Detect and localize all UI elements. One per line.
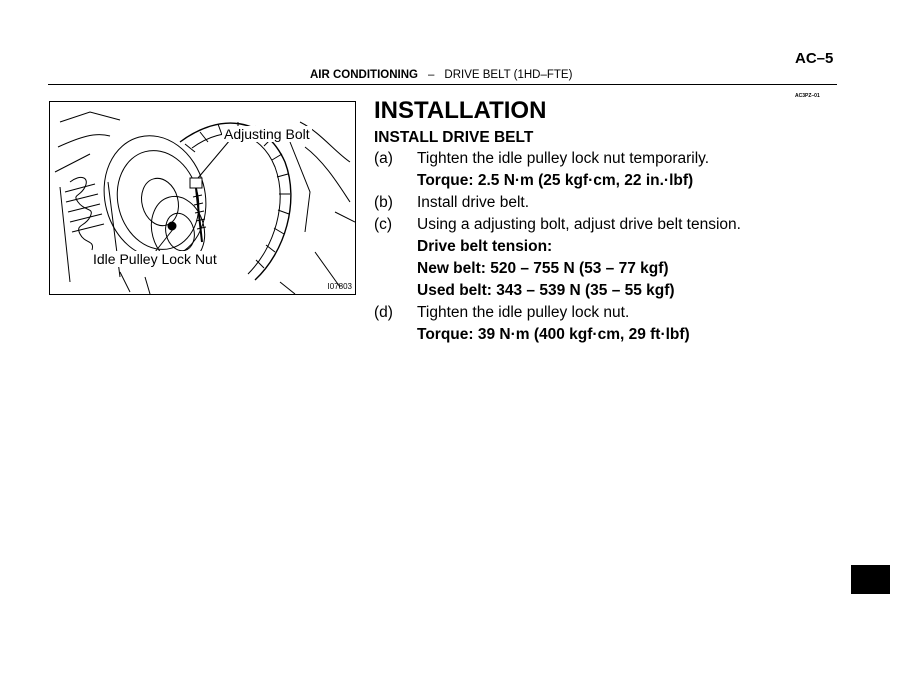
document-code: AC3PZ–01 [795,93,820,99]
header-separator: – [427,69,435,81]
procedure-content [374,97,844,346]
step-text: Using a adjusting bolt, adjust drive belt tension. [417,216,741,233]
step-label: (b) [374,194,393,211]
step-d [374,302,844,324]
adjusting-bolt-leader [198,140,230,178]
step-text: Tighten the idle pulley lock nut temporarily. [417,150,710,167]
running-header [310,69,572,81]
step-c [374,214,844,236]
figure-id: I07803 [327,282,352,291]
torque-spec: Torque: 39 N·m (400 kgf·cm, 29 ft·lbf) [417,326,690,343]
belt-tension-heading: Drive belt tension: [417,238,553,255]
step-label: (a) [374,150,393,167]
adjusting-bolt-label: Adjusting Bolt [224,126,310,142]
torque-spec: Torque: 2.5 N·m (25 kgf·cm, 22 in.·lbf) [417,172,694,189]
step-b [374,192,844,214]
adjusting-bolt [190,178,206,242]
step-a [374,148,844,170]
page-title: INSTALLATION [374,97,547,124]
used-belt-spec: Used belt: 343 – 539 N (35 – 55 kgf) [417,282,675,299]
step-label: (c) [374,216,393,233]
section-title: AIR CONDITIONING [310,69,418,81]
procedure-subtitle: INSTALL DRIVE BELT [374,129,534,146]
subsection-title: DRIVE BELT (1HD–FTE) [444,69,573,81]
header-rule [48,84,837,85]
step-label: (d) [374,304,393,321]
idle-pulley-lock-nut-label: Idle Pulley Lock Nut [93,251,217,267]
step-text: Tighten the idle pulley lock nut. [417,304,630,321]
page-number: AC–5 [795,50,834,67]
new-belt-spec: New belt: 520 – 755 N (53 – 77 kgf) [417,260,669,277]
section-tab-marker [851,565,890,594]
step-text: Install drive belt. [417,194,529,211]
illustration-figure [49,101,356,295]
